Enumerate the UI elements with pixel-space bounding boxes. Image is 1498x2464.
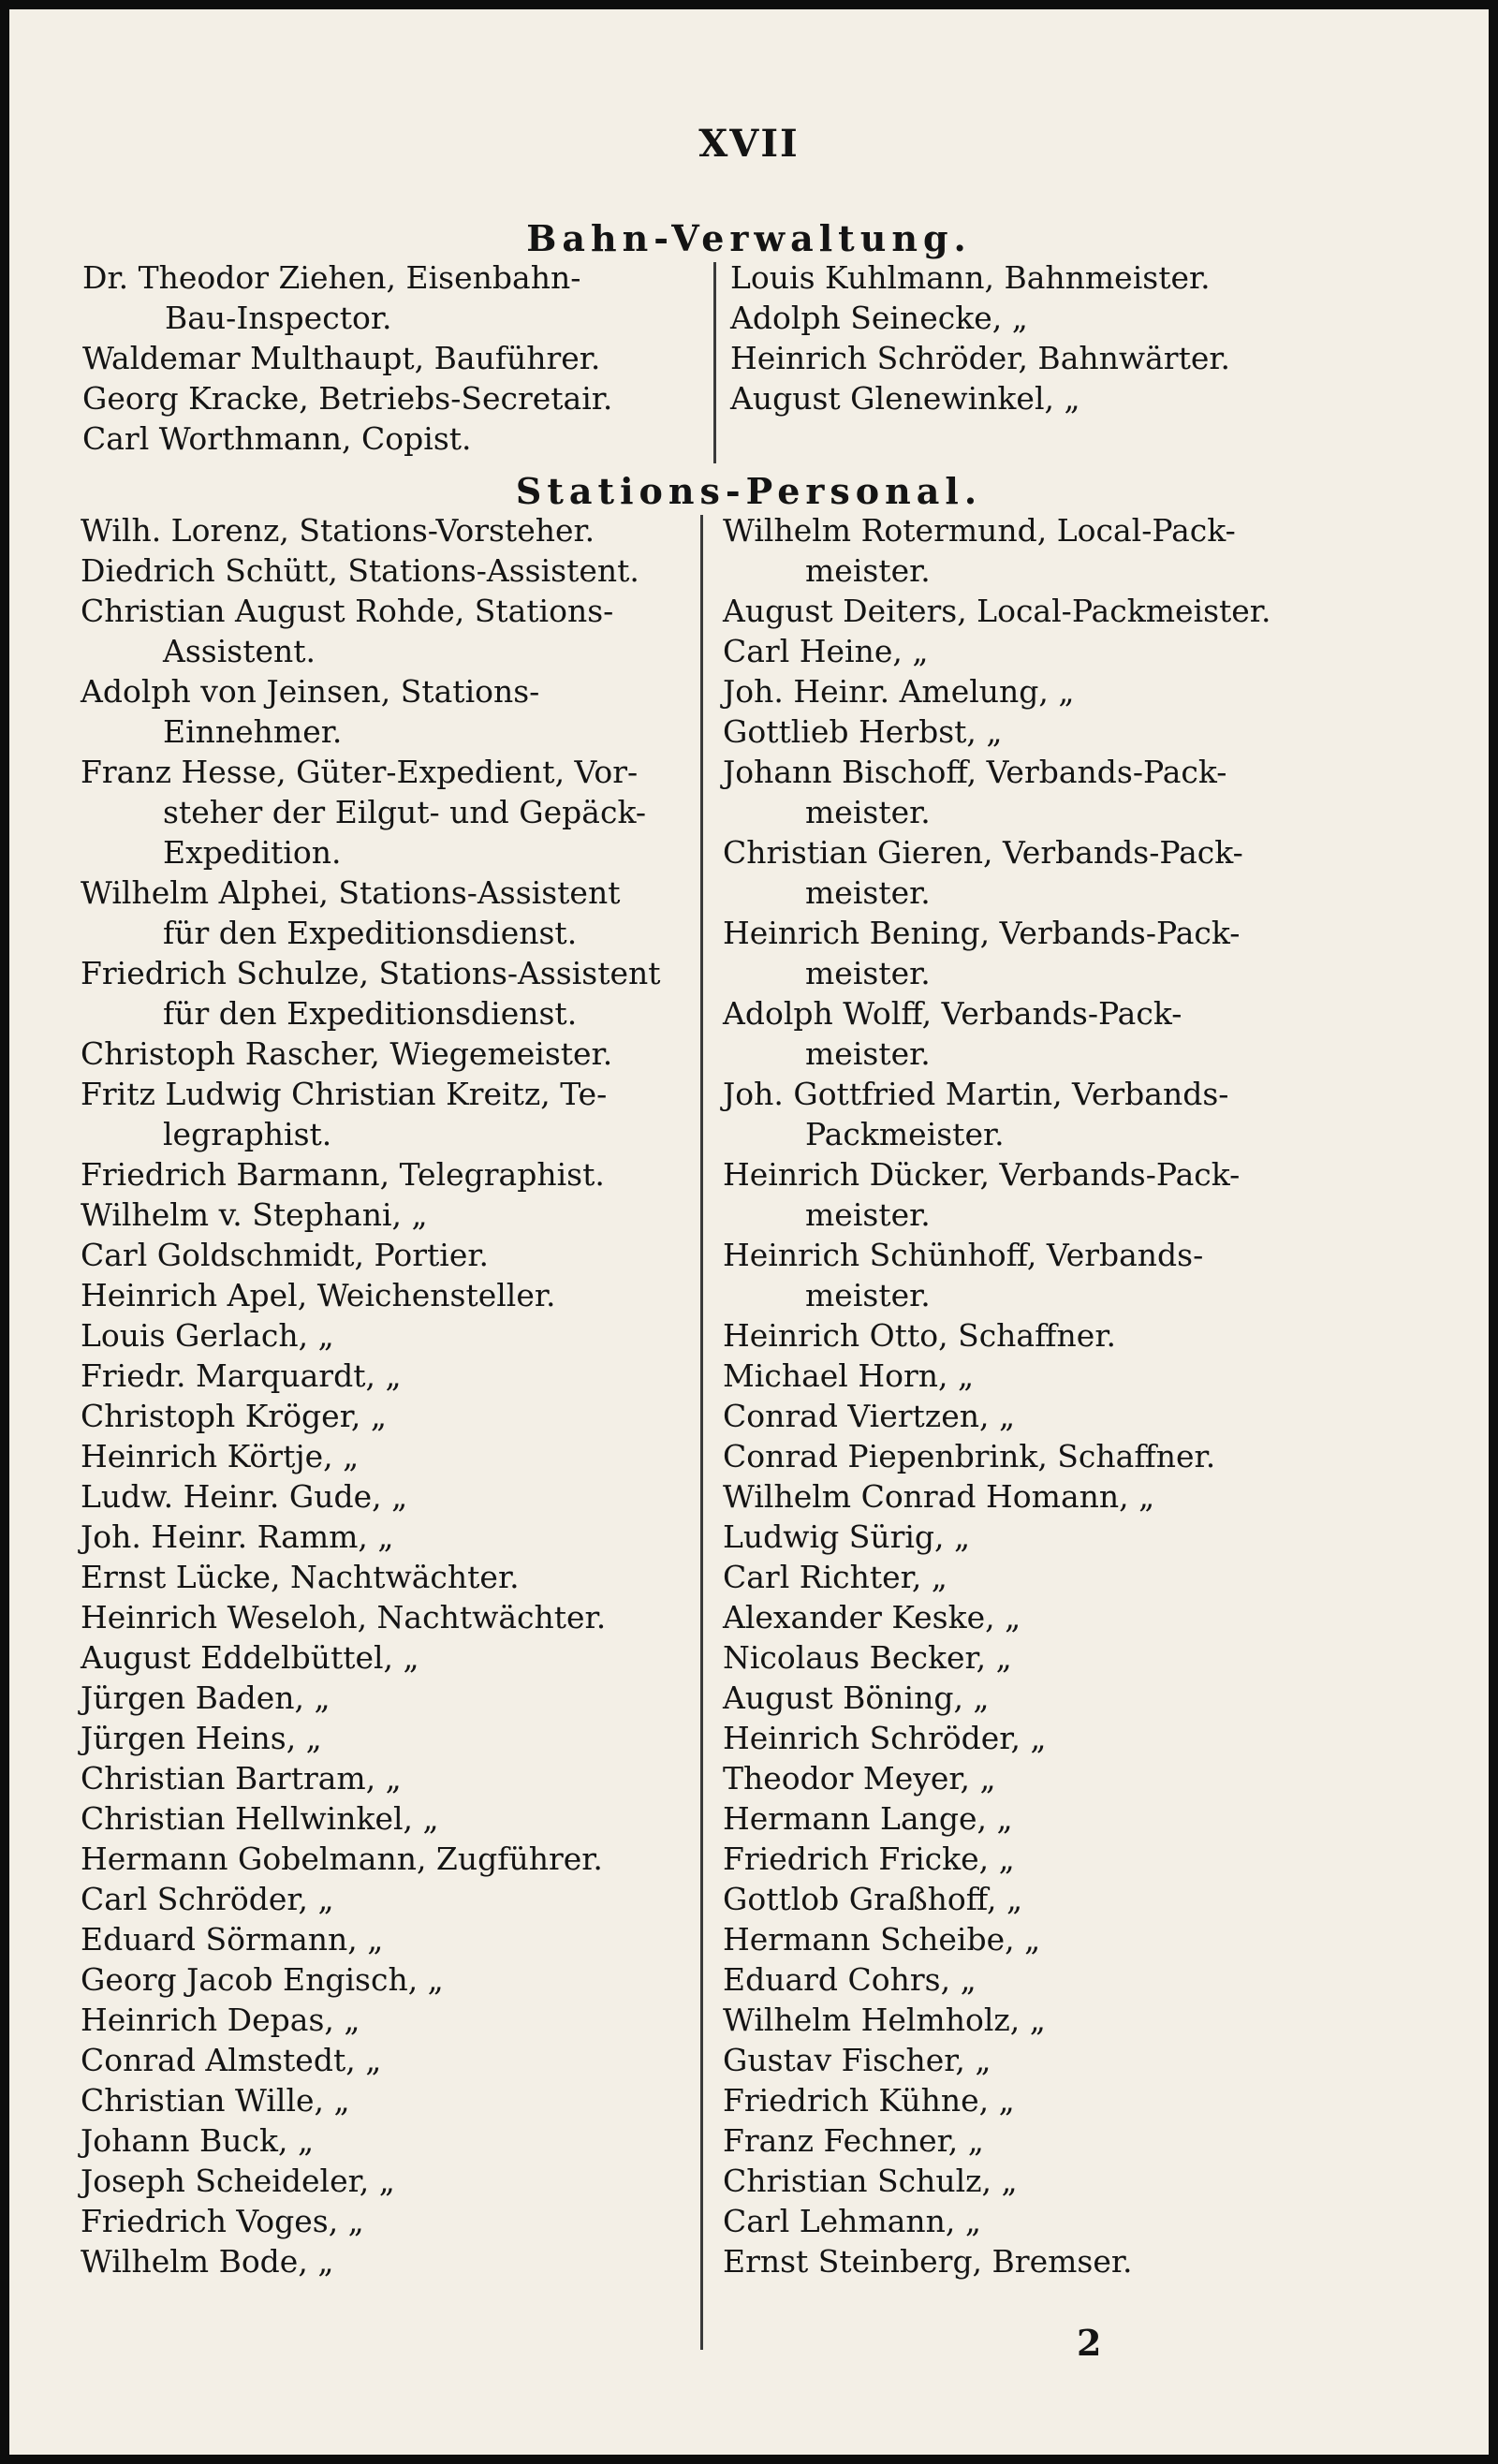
- entry-line: steher der Eilgut- und Gepäck-: [163, 794, 647, 830]
- entry-line: Christian August Rohde, Stations-: [81, 593, 614, 629]
- entry-line: meister.: [805, 874, 931, 911]
- entry-line: Joseph Scheideler, „: [81, 2163, 395, 2199]
- entry-line: Einnehmer.: [163, 713, 343, 750]
- entry-line: Waldemar Multhaupt, Bauführer.: [82, 340, 601, 376]
- entry-line: meister.: [805, 794, 931, 830]
- entry-line: Carl Goldschmidt, Portier.: [81, 1237, 490, 1273]
- entry-line: Packmeister.: [805, 1116, 1005, 1152]
- column-divider: [700, 515, 703, 2350]
- entry-line: Friedrich Voges, „: [81, 2203, 364, 2239]
- entry-line: Johann Bischoff, Verbands-Pack-: [723, 754, 1227, 790]
- entry-line: August Deiters, Local-Packmeister.: [723, 593, 1271, 629]
- entry-line: Christian Gieren, Verbands-Pack-: [723, 834, 1243, 871]
- entry-line: Gottlieb Herbst, „: [723, 713, 1003, 750]
- section-heading-stations-personal: Stations-Personal.: [515, 470, 983, 512]
- entry-line: Friedrich Schulze, Stations-Assistent: [81, 955, 661, 991]
- entry-line: Friedrich Barmann, Telegraphist.: [81, 1156, 605, 1193]
- entry-line: Johann Buck, „: [81, 2122, 315, 2159]
- entry-line: Carl Richter, „: [723, 1559, 947, 1595]
- entry-line: Heinrich Otto, Schaffner.: [723, 1317, 1116, 1354]
- entry-line: Wilhelm Helmholz, „: [723, 2002, 1046, 2038]
- entry-line: Joh. Heinr. Ramm, „: [81, 1518, 394, 1555]
- bahn-verwaltung-left-column: [82, 257, 612, 459]
- entry-line: Hermann Lange, „: [723, 1800, 1013, 1837]
- entry-line: August Glenewinkel, „: [730, 380, 1080, 417]
- entry-line: Wilhelm Conrad Homann, „: [723, 1478, 1155, 1515]
- entry-line: Hermann Scheibe, „: [723, 1921, 1041, 1958]
- entry-line: Fritz Ludwig Christian Kreitz, Te-: [81, 1076, 608, 1112]
- entry-line: Christian Bartram, „: [81, 1760, 402, 1797]
- entry-line: Georg Jacob Engisch, „: [81, 1961, 444, 1998]
- entry-line: Eduard Sörmann, „: [81, 1921, 384, 1958]
- entry-line: Christian Wille, „: [81, 2082, 350, 2119]
- entry-line: Adolph von Jeinsen, Stations-: [81, 673, 540, 710]
- entry-line: Christian Hellwinkel, „: [81, 1800, 439, 1837]
- entry-line: Franz Fechner, „: [723, 2122, 984, 2159]
- entry-line: Hermann Gobelmann, Zugführer.: [81, 1841, 603, 1877]
- entry-line: Heinrich Schröder, Bahnwärter.: [730, 340, 1230, 376]
- entry-line: Wilhelm v. Stephani, „: [81, 1196, 428, 1233]
- entry-line: Michael Horn, „: [723, 1357, 975, 1394]
- entry-line: Heinrich Weseloh, Nachtwächter.: [81, 1599, 607, 1635]
- entry-line: Carl Schröder, „: [81, 1881, 334, 1917]
- entry-line: Alexander Keske, „: [723, 1599, 1021, 1635]
- entry-line: Assistent.: [163, 633, 316, 669]
- column-divider: [713, 262, 716, 463]
- entry-line: Gottlob Graßhoff, „: [723, 1881, 1023, 1917]
- entry-line: Bau-Inspector.: [165, 300, 392, 336]
- entry-line: Expedition.: [163, 834, 342, 871]
- bahn-verwaltung-right-column: [730, 257, 1230, 418]
- entry-line: Conrad Piepenbrink, Schaffner.: [723, 1438, 1216, 1474]
- entry-line: August Eddelbüttel, „: [81, 1639, 419, 1676]
- entry-line: Nicolaus Becker, „: [723, 1639, 1012, 1676]
- entry-line: Heinrich Depas, „: [81, 2002, 360, 2038]
- entry-line: Jürgen Baden, „: [81, 1679, 330, 1716]
- entry-line: meister.: [805, 1035, 931, 1072]
- entry-line: für den Expeditionsdienst.: [163, 995, 578, 1032]
- entry-line: Jürgen Heins, „: [81, 1720, 322, 1756]
- entry-line: Christian Schulz, „: [723, 2163, 1018, 2199]
- stations-personal-right-column: [723, 510, 1270, 2281]
- entry-line: legraphist.: [163, 1116, 332, 1152]
- entry-line: Christoph Kröger, „: [81, 1398, 387, 1434]
- entry-line: Franz Hesse, Güter-Expedient, Vor-: [81, 754, 639, 790]
- entry-line: Carl Lehmann, „: [723, 2203, 981, 2239]
- entry-line: Heinrich Schröder, „: [723, 1720, 1047, 1756]
- entry-line: Wilhelm Rotermund, Local-Pack-: [723, 512, 1236, 549]
- entry-line: Eduard Cohrs, „: [723, 1961, 977, 1998]
- stations-personal-left-column: [81, 510, 661, 2281]
- entry-line: Ernst Steinberg, Bremser.: [723, 2243, 1133, 2280]
- entry-line: meister.: [805, 955, 931, 991]
- entry-line: Friedr. Marquardt, „: [81, 1357, 402, 1394]
- entry-line: Ludwig Sürig, „: [723, 1518, 971, 1555]
- entry-line: Gustav Fischer, „: [723, 2042, 991, 2078]
- entry-line: Conrad Viertzen, „: [723, 1398, 1016, 1434]
- entry-line: Joh. Heinr. Amelung, „: [723, 673, 1075, 710]
- entry-line: Theodor Meyer, „: [723, 1760, 996, 1797]
- entry-line: Friedrich Fricke, „: [723, 1841, 1015, 1877]
- entry-line: Wilh. Lorenz, Stations-Vorsteher.: [81, 512, 595, 549]
- entry-line: Conrad Almstedt, „: [81, 2042, 382, 2078]
- entry-line: Adolph Wolff, Verbands-Pack-: [723, 995, 1182, 1032]
- entry-line: Carl Heine, „: [723, 633, 929, 669]
- entry-line: für den Expeditionsdienst.: [163, 915, 578, 951]
- entry-line: Diedrich Schütt, Stations-Assistent.: [81, 552, 639, 589]
- page-number: XVII: [698, 122, 800, 166]
- entry-line: meister.: [805, 1277, 931, 1313]
- entry-line: Wilhelm Alphei, Stations-Assistent: [81, 874, 621, 911]
- signature-mark: 2: [1077, 2322, 1102, 2364]
- entry-line: Louis Gerlach, „: [81, 1317, 334, 1354]
- entry-line: Georg Kracke, Betriebs-Secretair.: [82, 380, 613, 417]
- entry-line: Heinrich Schünhoff, Verbands-: [723, 1237, 1204, 1273]
- entry-line: Friedrich Kühne, „: [723, 2082, 1015, 2119]
- entry-line: meister.: [805, 552, 931, 589]
- entry-line: Adolph Seinecke, „: [730, 300, 1028, 336]
- entry-line: Carl Worthmann, Copist.: [82, 420, 472, 457]
- section-heading-bahn-verwaltung: Bahn-Verwaltung.: [526, 217, 972, 259]
- entry-line: Wilhelm Bode, „: [81, 2243, 334, 2280]
- entry-line: Heinrich Bening, Verbands-Pack-: [723, 915, 1241, 951]
- entry-line: Heinrich Körtje, „: [81, 1438, 360, 1474]
- entry-line: meister.: [805, 1196, 931, 1233]
- document-page: [9, 9, 1489, 2455]
- entry-line: Ernst Lücke, Nachtwächter.: [81, 1559, 520, 1595]
- entry-line: Ludw. Heinr. Gude, „: [81, 1478, 408, 1515]
- entry-line: Christoph Rascher, Wiegemeister.: [81, 1035, 613, 1072]
- entry-line: Louis Kuhlmann, Bahnmeister.: [730, 259, 1211, 296]
- entry-line: Joh. Gottfried Martin, Verbands-: [723, 1076, 1229, 1112]
- entry-line: August Böning, „: [723, 1679, 990, 1716]
- entry-line: Heinrich Apel, Weichensteller.: [81, 1277, 556, 1313]
- entry-line: Heinrich Dücker, Verbands-Pack-: [723, 1156, 1241, 1193]
- entry-line: Dr. Theodor Ziehen, Eisenbahn-: [82, 259, 581, 296]
